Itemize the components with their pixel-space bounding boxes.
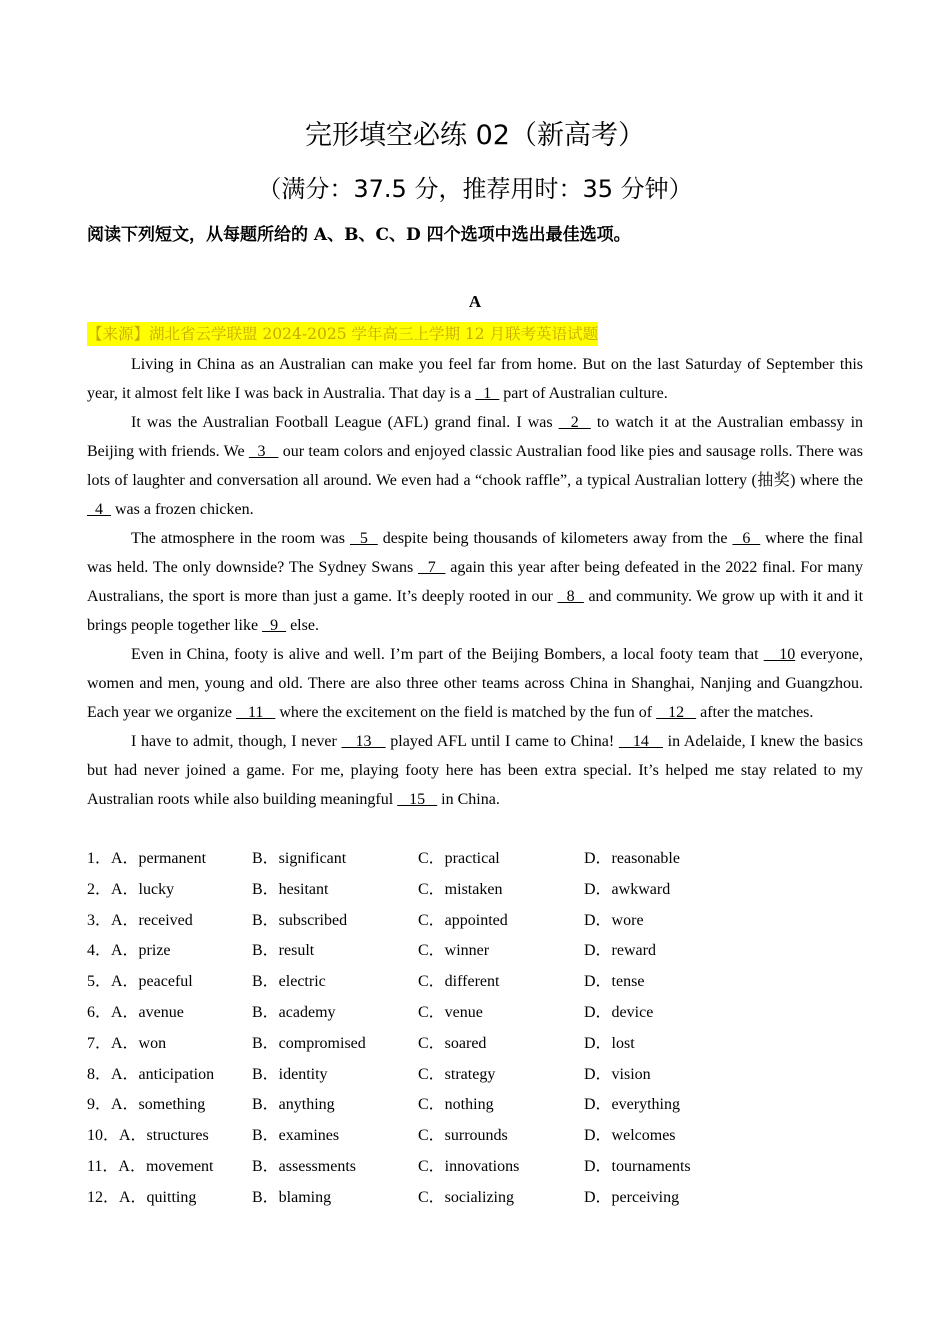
option-b: B．hesitant [252,880,329,898]
option-d: D．wore [584,911,644,929]
paragraph: Living in China as an Australian can make you feel far from home. But on the last Saturday of September this year, it almost felt like I was back in Australia. That day is a 1 part of Australian culture. [87,356,863,402]
blank: 9 [262,617,287,634]
option-c: C．innovations [418,1157,520,1175]
option-a: 1．A．permanent [87,850,207,867]
option-d: D．vision [584,1065,651,1083]
blank: 7 [418,559,446,576]
option-d: D．tense [584,973,645,991]
option-d: D．everything [584,1096,680,1114]
option-c: C．socializing [418,1188,514,1206]
page-subtitle: （满分：37.5 分，推荐用时：35 分钟） [257,175,693,203]
option-b: B．blaming [252,1188,332,1206]
option-c: C．nothing [418,1096,494,1114]
blank: 10 [763,646,796,663]
option-b: B．electric [252,973,326,991]
option-c: C．different [418,973,500,991]
option-c: C．surrounds [418,1127,508,1145]
option-a: 2．A．lucky [87,880,175,898]
option-a: 3．A．received [87,911,193,929]
blank: 14 [618,733,663,750]
option-a: 6．A．avenue [87,1003,184,1021]
passage [87,350,863,814]
option-b: B．academy [252,1003,336,1021]
option-a: 12．A．quitting [87,1188,197,1206]
option-d: D．awkward [584,880,671,898]
option-b: B．compromised [252,1034,366,1052]
option-a: 4．A．prize [87,942,171,960]
paragraph: It was the Australian Football League (AFL) grand final. I was 2 to watch it at the Australian embassy in Beijing with friends. We 3 our team colors and enjoyed classic Australian food like pies and sausage rolls. There was lots of laughter and conversation all around. We even had a “chook raffle”, a typical Australian lottery (抽奖) where the 4 was a frozen chicken. [87,414,864,518]
option-c: C．strategy [418,1065,496,1083]
paragraph: Even in China, footy is alive and well. I’m part of the Beijing Bombers, a local footy team that 10 everyone, women and men, young and old. There are also three other teams across China in Shanghai, Nanjing and Guangzhou. Each year we organize 11 where the excitement on the field is matched by the fun of 12 after the matches. [87,646,864,721]
option-b: B．identity [252,1065,328,1083]
option-a: 7．A．won [87,1034,167,1052]
option-a: 9．A．something [87,1096,206,1114]
option-a: 10．A．structures [87,1127,209,1145]
option-c: C．venue [418,1003,483,1021]
question-row [87,875,863,906]
paragraph: The atmosphere in the room was 5 despite being thousands of kilometers away from the 6 where the final was held. The only downside? The Sydney Swans 7 again this year after being defeated in the 2022 final. For many Australians, the sport is more than just a game. It’s deeply rooted in our 8 and community. We grow up with it and it brings people together like 9 else. [87,530,864,634]
blank: 12 [656,704,697,721]
question-row [87,1152,863,1183]
option-a: 11．A．movement [87,1157,214,1175]
blank: 15 [397,791,438,808]
question-row [87,998,863,1029]
blank: 13 [341,733,386,750]
option-b: B．significant [252,850,347,867]
option-d: D．reward [584,942,656,960]
option-c: C．appointed [418,911,508,929]
option-d: D．perceiving [584,1188,680,1206]
option-b: B．examines [252,1127,340,1145]
blank: 11 [235,704,276,721]
option-c: C．mistaken [418,880,503,898]
option-b: B．subscribed [252,911,348,929]
paragraph: I have to admit, though, I never 13 played AFL until I came to China! 14 in Adelaide, I knew the basics but had never joined a game. For me, playing footy here has been extra special. It’s helped me stay related to my Australian roots while also building meaningful 15 in China. [87,733,863,808]
question-row [87,1090,863,1121]
blank: 2 [558,414,591,431]
question-row [87,1183,863,1214]
option-a: 5．A．peaceful [87,973,193,991]
section-label: A [468,292,482,311]
option-d: D．welcomes [584,1127,676,1145]
option-b: B．anything [252,1096,335,1114]
question-row [87,936,863,967]
option-b: B．result [252,942,315,960]
question-row [87,906,863,937]
blank: 1 [475,385,500,402]
blank: 6 [732,530,761,547]
question-row [87,1060,863,1091]
option-c: C．winner [418,942,490,960]
question-row [87,1029,863,1060]
blank: 3 [248,443,279,460]
option-d: D．reasonable [584,850,680,867]
option-a: 8．A．anticipation [87,1065,215,1083]
option-c: C．practical [418,850,500,867]
option-d: D．tournaments [584,1157,691,1175]
blank: 8 [557,588,584,605]
question-row [87,967,863,998]
option-d: D．device [584,1003,654,1021]
option-d: D．lost [584,1034,635,1052]
question-row [87,844,863,875]
option-c: C．soared [418,1034,487,1052]
blank: 5 [349,530,378,547]
instruction-text: 阅读下列短文，从每题所给的 A、B、C、D 四个选项中选出最佳选项。 [87,225,631,245]
page-title: 完形填空必练 02（新高考） [305,120,645,151]
question-row [87,1121,863,1152]
question-options [87,844,863,1214]
source-highlight: 【来源】湖北省云学联盟 2024-2025 学年高三上学期 12 月联考英语试题 [87,322,598,346]
option-b: B．assessments [252,1157,357,1175]
blank: 4 [87,501,111,518]
